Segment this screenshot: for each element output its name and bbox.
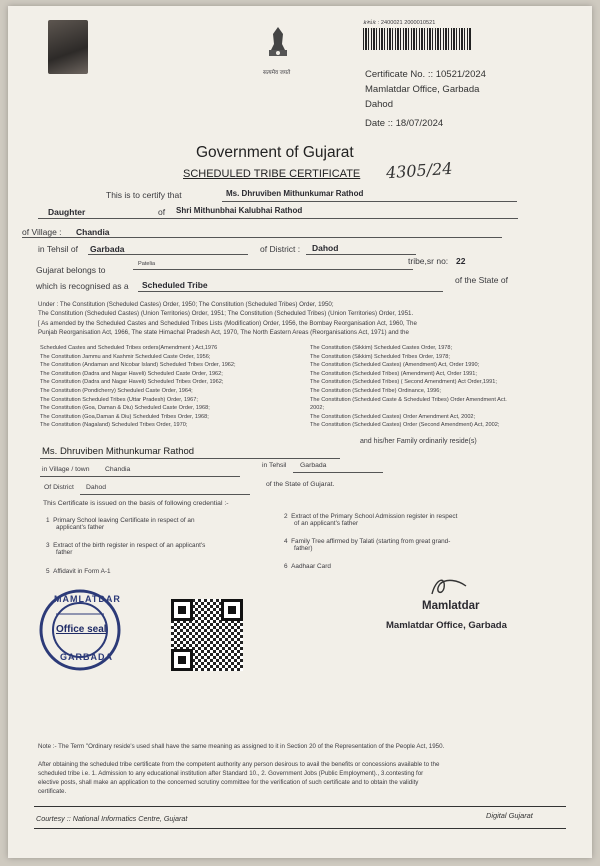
under-line: Under : The Constitution (Scheduled Castes) Order, 1950; The Constitution (Scheduled Tribes) Order, 1950; [38, 301, 334, 308]
order-item: Scheduled Castes and Scheduled Tribes orders(Amendment ) Act,1976 [40, 345, 218, 351]
after-line: certificate. [38, 788, 67, 795]
village-label: of Village : [22, 227, 62, 237]
footer-courtesy: Courtesy :: National Informatics Centre, Gujarat [36, 814, 188, 823]
credential-item: 5 Affidavit in Form A-1 [46, 568, 111, 575]
order-item: The Constitution (Andaman and Nicobar Island) Scheduled Tribes Order, 1962; [40, 362, 236, 369]
tribe-name: Patelia [138, 261, 156, 267]
signatory-office: Mamlatdar Office, Garbada [386, 620, 507, 631]
certificate-subtitle: SCHEDULED TRIBE CERTIFICATE [183, 168, 361, 180]
residence-tehsil-label: in Tehsil [262, 462, 287, 469]
certificate-page [8, 6, 592, 858]
order-item: The Constitution (Goa, Daman & Diu) Scheduled Caste Order, 1968; [40, 405, 210, 412]
after-line: elective posts, shall make an application to the concerned scrutiny committee for the verification of such certificate and to obtain the validity [38, 779, 419, 786]
residence-tehsil: Garbada [300, 462, 327, 469]
under-line: The Constitution (Scheduled Castes) (Union Territories) Order, 1951; The Constitution (Scheduled Tribes) (Union Territories) Order, 1951. [38, 310, 414, 318]
order-item: The Constitution (Scheduled Caste & Scheduled Tribes) Order Amendment Act. [310, 396, 507, 403]
after-text-block [38, 760, 439, 796]
issuing-place: Dahod [365, 99, 393, 110]
office-seal [38, 588, 122, 672]
village-value: Chandia [76, 227, 110, 237]
after-line: After obtaining the scheduled tribe certificate from the competent authority any person desirous to avail the benefits or concessions available to the [38, 761, 440, 768]
district-label: of District : [260, 244, 301, 254]
district-value: Dahod [312, 243, 339, 253]
tehsil-label: in Tehsil of [38, 244, 79, 254]
credential-item: 2 Extract of the Primary School Admission register in respect of an applicant's father [284, 513, 458, 527]
order-item: 2002; [310, 405, 324, 412]
certify-label: This is to certify that [106, 190, 182, 200]
order-item: The Constitution Scheduled Tribes (Uttar Pradesh) Order, 1967; [40, 396, 198, 403]
family-text: and his/her Family ordinarily reside(s) [360, 438, 477, 445]
credentials-label: This Certificate is issued on the basis of following credential :- [43, 500, 229, 507]
order-item: The Constitution (Scheduled Castes) Order (Second Amendment) Act, 2002; [310, 422, 500, 429]
order-item: The Constitution (Scheduled Tribes) (Amendment) Act, Order 1991; [310, 370, 477, 377]
tehsil-value: Garbada [90, 244, 125, 254]
photo-image [48, 20, 88, 74]
handwritten-note: 4305/24 [385, 158, 454, 183]
under-text-block [38, 300, 578, 338]
order-item: The Constitution (Dadra and Nagar Haveli) Scheduled Tribes Order, 1962; [40, 379, 224, 386]
seal-bottom-text: GARBADA [60, 652, 113, 662]
order-item: The Constitution (Scheduled Tribe) Ordinance, 1996; [310, 387, 441, 394]
order-item: The Constitution (Scheduled Tribes) ( Second Amendment) Act Order,1991; [310, 379, 497, 386]
order-item: The Constitution (Scheduled Castes) Order Amendment Act, 2002; [310, 413, 476, 420]
recognised-label: which is recognised as a [36, 281, 129, 291]
state-of-label: of the State of [455, 275, 508, 285]
belongs-label: Gujarat belongs to [36, 265, 106, 275]
under-line: [ As amended by the Scheduled Castes and Scheduled Tribes Lists (Modification) Order, 1956, the Bombay Reorganisation Act, 1960, The [38, 319, 417, 327]
issue-date: Date :: 18/07/2024 [365, 118, 444, 129]
after-line: scheduled tribe i.e. 1. Admission to any educational institution after Standard 10., 2. Government Jobs (Public Employment)., 3.contesting for [38, 770, 424, 777]
residence-state: of the State of Gujarat. [266, 481, 335, 488]
emblem-motto: सत्यमेव जयते [263, 70, 291, 76]
credential-item: 6 Aadhaar Card [284, 563, 331, 570]
note-text: Note :- The Term "Ordinary reside's used shall have the same meaning as assigned to it in Section 20 of the Representation of the People Act, 1950. [38, 743, 445, 750]
seal-center-text: Office seal [56, 624, 107, 635]
recognised-value: Scheduled Tribe [142, 280, 208, 290]
under-line: Punjab Reorganisation Act, 1966, The state Himachal Pradesh Act, 1970, The North Eastern Areas (Reorganisations Act, 1971) and the [38, 329, 409, 337]
barcode-number: ક્રમાંક : 2400021 2000010521 [363, 20, 436, 26]
residence-village-label: in Village / town [42, 466, 90, 473]
certificate-number: Certificate No. :: 10521/2024 [365, 69, 486, 80]
father-name: Shri Mithunbhai Kalubhai Rathod [176, 206, 303, 215]
order-item: The Constitution (Sikkim) Scheduled Castes Order, 1978; [310, 345, 453, 351]
footer-digital: Digital Gujarat [486, 811, 533, 820]
relation-value: Daughter [48, 207, 86, 217]
tribe-sr-value: 22 [456, 256, 466, 266]
of-label: of [158, 207, 166, 217]
residence-district-label: Of District [44, 484, 74, 491]
name-line: Ms. Dhruviben Mithunkumar Rathod [42, 446, 195, 457]
orders-left-list [40, 344, 295, 430]
order-item: The Constitution (Dadra and Nagar Haveli) Scheduled Caste Order, 1962; [40, 370, 223, 377]
applicant-name: Ms. Dhruviben Mithunkumar Rathod [226, 189, 364, 198]
residence-district: Dahod [86, 484, 107, 491]
orders-right-list [310, 344, 585, 430]
credential-item: 1 Primary School leaving Certificate in respect of an applicant's father [46, 517, 195, 531]
seal-top-text: MAMLATDAR [54, 594, 121, 604]
order-item: The Constitution (Pondicherry) Scheduled Caste Order, 1964; [40, 387, 193, 394]
credential-item: 4 Family Tree affirmed by Talati (starting from great grand- father) [284, 538, 451, 552]
barcode-image [363, 28, 471, 50]
qr-code [171, 599, 243, 671]
order-item: The Constitution (Nagaland) Scheduled Tribes Order, 1970; [40, 422, 188, 429]
order-item: The Constitution (Sikkim) Scheduled Tribes Order, 1978; [310, 353, 450, 360]
issuing-office: Mamlatdar Office, Garbada [365, 84, 480, 95]
order-item: The Constitution (Scheduled Castes) (Amendment) Act, Order 1990; [310, 362, 480, 369]
emblem-icon [263, 24, 293, 66]
page-title: Government of Gujarat [196, 144, 354, 161]
credential-item: 3 Extract of the birth register in respect of an applicant's father [46, 542, 206, 556]
order-item: The Constitution Jammu and Kashmir Scheduled Caste Order, 1956; [40, 353, 211, 360]
signatory-title: Mamlatdar [422, 600, 480, 612]
tribe-sr-label: tribe,sr no: [408, 256, 449, 266]
residence-village: Chandia [105, 466, 131, 473]
order-item: The Constitution (Goa,Daman & Diu) Scheduled Tribes Order, 1968; [40, 413, 209, 420]
